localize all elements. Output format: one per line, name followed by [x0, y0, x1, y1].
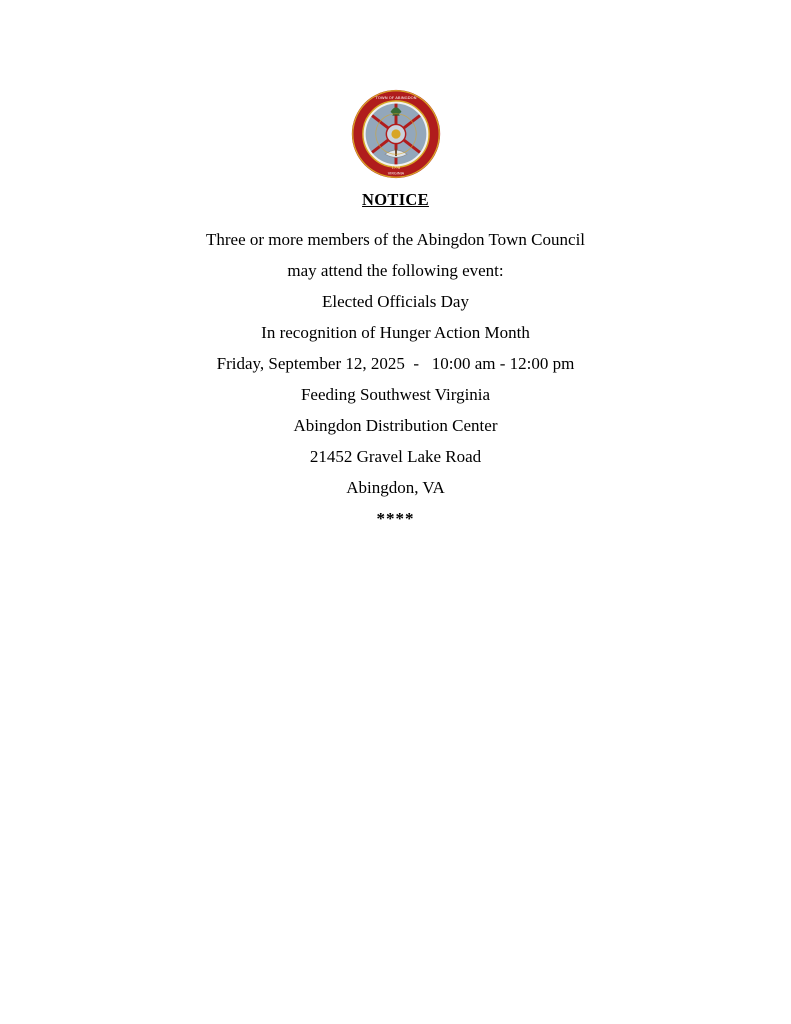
- seal-container: [0, 0, 791, 180]
- svg-text:VIRGINIA: VIRGINIA: [387, 171, 404, 176]
- footer-marker: ****: [376, 509, 415, 528]
- page-title: NOTICE: [362, 190, 429, 209]
- notice-line: Abingdon Distribution Center: [293, 416, 498, 435]
- notice-line: Feeding Southwest Virginia: [300, 385, 491, 404]
- town-seal-icon: [350, 88, 442, 180]
- notice-line: In recognition of Hunger Action Month: [261, 323, 530, 342]
- notice-line: 21452 Gravel Lake Road: [309, 447, 482, 466]
- notice-line: Three or more members of the Abingdon Town Council: [205, 230, 586, 249]
- notice-line: may attend the following event:: [287, 261, 504, 280]
- notice-body: [0, 224, 791, 534]
- notice-line: Abingdon, VA: [346, 478, 445, 497]
- notice-line: Friday, September 12, 2025 - 10:00 am - 12:00 pm: [216, 354, 575, 373]
- notice-line: Elected Officials Day: [322, 292, 469, 311]
- svg-text:TOWN OF ABINGDON: TOWN OF ABINGDON: [374, 95, 417, 101]
- svg-text:1778: 1778: [391, 165, 400, 170]
